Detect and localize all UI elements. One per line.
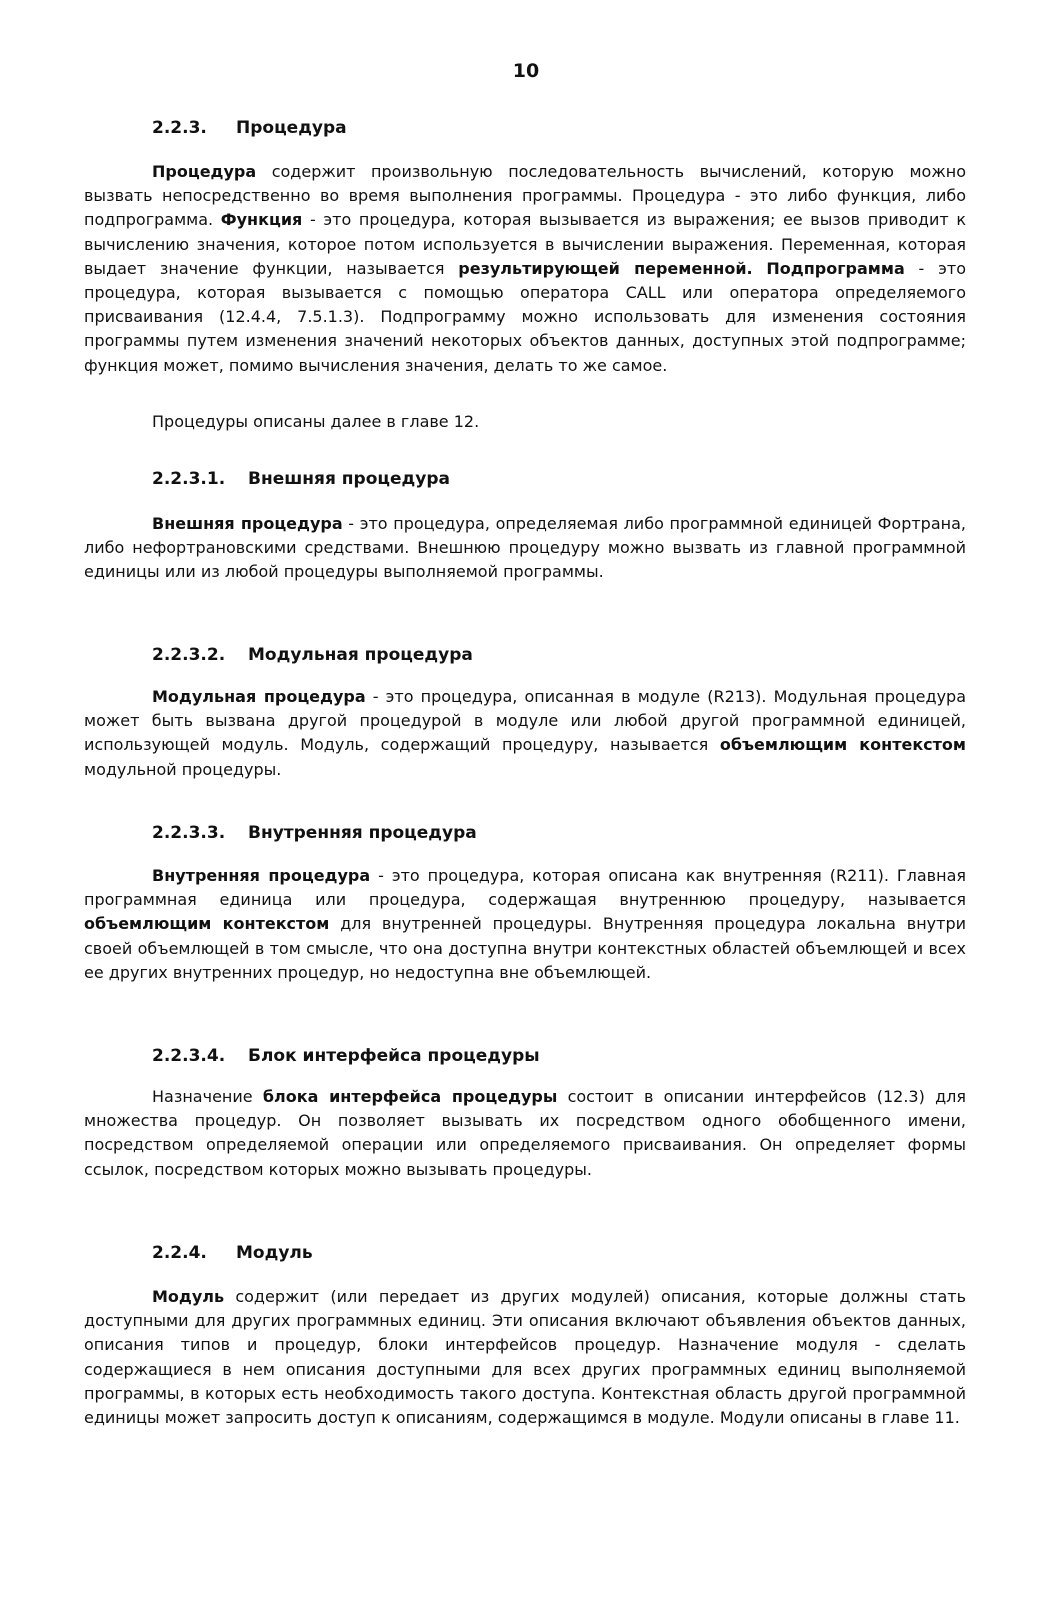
section-title: Внешняя процедура xyxy=(248,469,450,489)
emphasis-term: блока интерфейса процедуры xyxy=(262,1087,558,1106)
emphasis-term: Внешняя процедура xyxy=(152,514,343,533)
section-title: Внутренняя процедура xyxy=(248,823,477,843)
paragraph xyxy=(84,1285,966,1430)
section-heading xyxy=(152,823,477,843)
text-run: для внутренней процедуры. Внутренняя процедура локальна внутри своей объемлющей в том смысле, что она доступна внутри контекстных областей объемлющей и всех ее других внутренних процедур, но недоступна вне объемлющей. xyxy=(84,914,967,982)
paragraph xyxy=(84,512,966,585)
section-heading xyxy=(152,469,450,489)
paragraph xyxy=(84,410,966,434)
section-number: 2.2.3. xyxy=(152,118,207,138)
section-number: 2.2.3.2. xyxy=(152,645,226,665)
text-run: - это процедура, определяемая либо программной единицей Фортрана, либо нефортрановскими средствами. Внешнюю процедуру можно вызвать из главной программной единицы или из любой процедуры выполняемой программы. xyxy=(84,514,966,582)
text-run: состоит в описании интерфейсов (12.3) для множества процедур. Он позволяет вызывать их посредством одного обобщенного имени, посредством определяемой операции или определяемого присваивания. Он определяет формы ссылок, посредством которых можно вызывать процедуры. xyxy=(84,1087,966,1179)
text-run: Процедуры описаны далее в главе 12. xyxy=(152,412,480,431)
text-run: модульной процедуры. xyxy=(84,759,282,779)
text-run: - это процедура, которая вызывается из выражения; ее вызов приводит к вычислению значения, которое потом используется в вычислении выражения. Переменная, которая выдает значение функции, называется xyxy=(84,210,967,278)
section-title: Модуль xyxy=(236,1243,313,1263)
paragraph xyxy=(84,864,966,985)
section-title: Процедура xyxy=(236,118,347,138)
emphasis-term: Процедура xyxy=(152,162,257,181)
paragraph xyxy=(84,160,966,378)
emphasis-term: результирующей переменной. xyxy=(458,258,753,278)
emphasis-term: Подпрограмма xyxy=(766,258,905,278)
section-heading xyxy=(152,118,347,138)
text-run: - это процедура, описанная в модуле (R213). Модульная процедура может быть вызвана другой процедурой в модуле или любой другой программной единицей, использующей модуль. Модуль, содержащий процедуру, называется xyxy=(84,687,967,755)
text-run xyxy=(753,259,767,278)
section-heading xyxy=(152,1243,313,1263)
section-number: 2.2.3.1. xyxy=(152,469,226,489)
emphasis-term: Функция xyxy=(220,210,303,230)
text-run: содержит произвольную последовательность вычислений, которую можно вызвать непосредственно во время выполнения программы. Процедура - это либо функция, либо подпрограмма. xyxy=(84,162,966,230)
section-heading xyxy=(152,645,473,665)
paragraph xyxy=(84,685,966,782)
emphasis-term: Внутренняя процедура xyxy=(152,866,371,885)
emphasis-term: Модуль xyxy=(152,1287,225,1306)
emphasis-term: объемлющим контекстом xyxy=(84,914,330,934)
text-run: - это процедура, которая описана как внутренняя (R211). Главная программная единица или процедура, содержащая внутреннюю процедуру, называется xyxy=(84,866,967,910)
page-number: 10 xyxy=(512,60,540,82)
section-title: Модульная процедура xyxy=(248,645,473,665)
section-number: 2.2.3.4. xyxy=(152,1046,226,1066)
section-number: 2.2.4. xyxy=(152,1243,207,1263)
section-title: Блок интерфейса процедуры xyxy=(248,1046,540,1066)
section-number: 2.2.3.3. xyxy=(152,823,226,843)
section-heading xyxy=(152,1046,540,1066)
text-run: - это процедура, которая вызывается с помощью оператора CALL или оператора определяемого присваивания (12.4.4, 7.5.1.3). Подпрограмму можно использовать для изменения состояния программы путем изменения значений некоторых объектов данных, доступных этой подпрограмме; функция может, помимо вычисления значения, делать то же самое. xyxy=(84,258,966,375)
text-run: содержит (или передает из других модулей) описания, которые должны стать доступными для других программных единиц. Эти описания включают объявления объектов данных, описания типов и процедур, блоки интерфейсов процедур. Назначение модуля - сделать содержащиеся в нем описания доступными для всех других программных единиц выполняемой программы, в которых есть необходимость такого доступа. Контекстная область другой программной единицы может запросить доступ к описаниям, содержащимся в модуле. Модули описаны в главе 11. xyxy=(84,1287,966,1428)
emphasis-term: объемлющим контекстом xyxy=(719,735,967,755)
emphasis-term: Модульная процедура xyxy=(152,687,366,706)
paragraph xyxy=(84,1085,966,1182)
text-run: Назначение xyxy=(152,1087,263,1106)
